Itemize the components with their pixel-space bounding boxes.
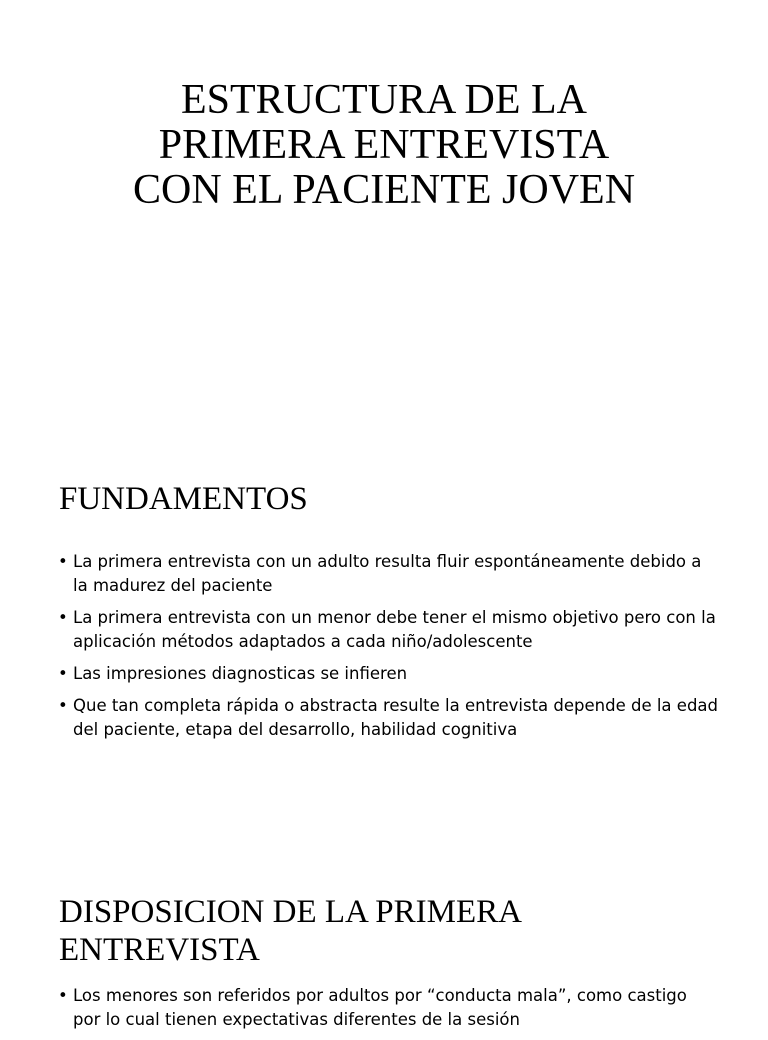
heading-line: DISPOSICION DE LA PRIMERA — [59, 894, 522, 930]
title-line: ESTRUCTURA DE LA — [180, 77, 587, 123]
bullet-icon: • — [58, 696, 68, 715]
disposicion-heading — [59, 893, 522, 969]
heading-line: ENTREVISTA — [59, 932, 260, 968]
list-item — [58, 550, 718, 598]
bullet-text: Las impresiones diagnosticas se infieren — [73, 664, 408, 683]
bullet-icon: • — [58, 986, 68, 1005]
bullet-text: Los menores son referidos por adultos por “conducta mala”, como castigo por lo cual tienen expectativas diferentes de la sesión — [73, 986, 687, 1029]
bullet-text: La primera entrevista con un adulto resulta fluir espontáneamente debido a la madurez del paciente — [73, 552, 702, 595]
bullet-icon: • — [58, 552, 68, 571]
fundamentos-heading: FUNDAMENTOS — [59, 481, 308, 517]
bullet-text: Que tan completa rápida o abstracta resulte la entrevista depende de la edad del paciente, etapa del desarrollo, habilidad cognitiva — [73, 696, 718, 739]
fundamentos-bullet-list — [58, 550, 718, 750]
list-item — [58, 984, 718, 1032]
title-line: CON EL PACIENTE JOVEN — [132, 167, 636, 213]
bullet-icon: • — [58, 664, 68, 683]
title-line: PRIMERA ENTREVISTA — [158, 122, 610, 168]
list-item — [58, 662, 718, 686]
list-item — [58, 694, 718, 742]
bullet-text: La primera entrevista con un menor debe tener el mismo objetivo pero con la aplicación métodos adaptados a cada niño/adolescente — [73, 608, 716, 651]
list-item — [58, 606, 718, 654]
bullet-icon: • — [58, 608, 68, 627]
disposicion-bullet-list — [58, 984, 718, 1040]
slide-title — [60, 78, 708, 213]
